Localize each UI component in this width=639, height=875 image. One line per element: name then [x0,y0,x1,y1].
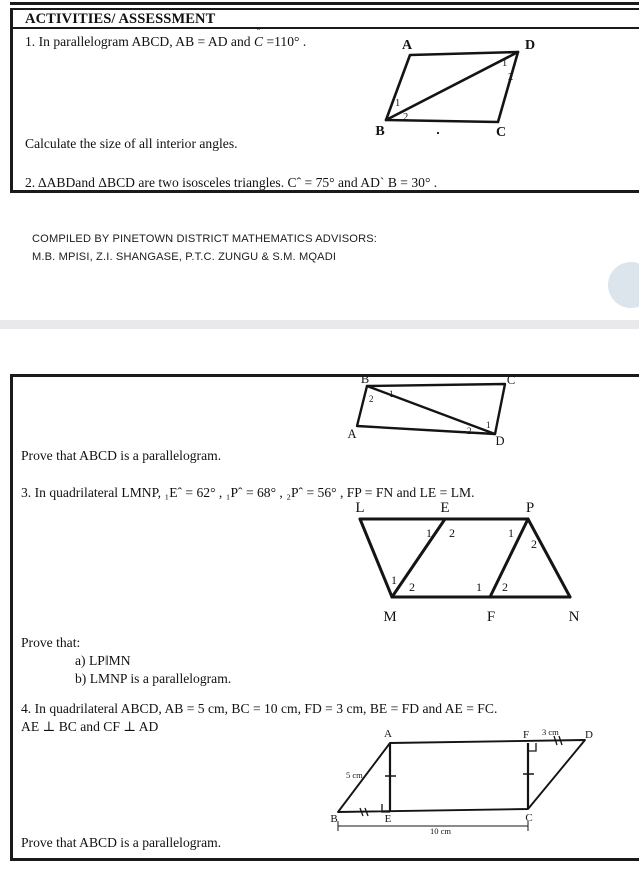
question-4-line-1: 4. In quadrilateral ABCD, AB = 5 cm, BC = 10 cm, FD = 3 cm, BE = FD and AE = FC. [21,701,498,716]
angle-label-b1: 1 [389,389,394,399]
angle-label-b2: 2 [369,394,374,404]
page-top-rule [10,2,639,5]
vertex-label-b: B [360,376,370,386]
vertex-label-l: L [355,500,365,516]
prove-statement-1: Prove that ABCD is a parallelogram. [21,448,222,463]
angle-label-b2: 2 [403,112,409,123]
credit-line-2: M.B. MPISI, Z.I. SHANGASE, P.T.C. ZUNGU & S.M. MQADI [32,250,337,263]
dimension-fd: 3 cm [542,727,559,737]
question-4-line-2: AE ⊥ BC and CF ⊥ AD [21,719,159,734]
angle-label-m2: 2 [409,580,415,594]
figure-quadrilateral-abcd-measured [330,726,620,851]
question-2-text: 2. ΔABDand ΔBCD are two isosceles triangles. Cˆ = 75° and ADˋ B = 30° . [25,175,438,190]
prove-item-b: b) LMNP is a parallelogram. [75,671,232,686]
vertex-label-a: A [384,728,392,740]
vertex-label-c: C [525,812,533,824]
angle-label-f2: 2 [502,580,508,594]
page-title: ACTIVITIES/ ASSESSMENT [25,11,216,27]
question-1-body: In parallelogram ABCD, AB = AD and [38,34,251,49]
watermark-circle-decoration [608,262,639,308]
activities-header-bar [13,10,639,29]
vertex-label-d: D [524,38,536,53]
question-1-suffix: =110° . [266,34,307,49]
prove-item-a: a) LP‖MN [75,653,131,668]
vertex-label-b: B [330,813,338,825]
stray-dot [437,132,439,134]
vertex-label-c: C [506,376,516,387]
angle-c-letter: C [253,34,264,49]
vertex-label-d: D [495,434,505,448]
vertex-label-a: A [347,427,357,441]
vertex-label-f: F [522,729,530,741]
credit-line-1: COMPILED BY PINETOWN DISTRICT MATHEMATICS ADVISORS: [32,233,378,245]
prove-statement-2: Prove that ABCD is a parallelogram. [21,835,222,850]
compiled-by-credit [32,231,377,267]
vertex-label-a: A [401,38,413,53]
vertex-label-d: D [585,729,593,741]
figure-parallelogram-abcd-svg [370,38,560,138]
dimension-bc: 10 cm [430,826,452,836]
page-separator-band [0,320,639,329]
angle-label-p1: 1 [508,526,514,540]
dimension-ab: 5 cm [346,770,363,780]
hat-accent-icon [254,28,263,37]
angle-label-e2: 2 [449,526,455,540]
vertex-label-b: B [375,124,385,138]
vertex-label-n: N [568,609,580,625]
figure-parallelogram-abcd [370,38,560,143]
vertex-label-p: P [525,500,535,516]
question-1-instruction: Calculate the size of all interior angles. [25,136,238,151]
figure-lmnp-svg [350,497,615,627]
vertex-label-e: E [440,500,450,516]
vertex-label-e: E [384,813,392,825]
angle-label-d1: 1 [502,58,508,69]
figure-quadrilateral-lmnp [350,497,615,632]
angle-label-e1: 1 [426,526,432,540]
question-1-text [25,34,306,50]
figure-parallelogram-abcd-tilted [345,376,535,453]
angle-label-b1: 1 [395,98,401,109]
angle-label-d2: 2 [508,72,514,83]
figure-abcd-measured-svg [330,726,620,846]
angle-c-symbol [254,34,263,50]
vertex-label-f: F [486,609,496,625]
question-3-text: 3. In quadrilateral LMNP, ₁Eˆ = 62° , ₁Pˆ = 68° , ₂Pˆ = 56° , FP = FN and LE = LM. [21,485,475,500]
figure-parallelogram-tilted-svg [345,376,535,448]
vertex-label-c: C [495,125,507,138]
angle-label-p2: 2 [531,537,537,551]
prove-header-3: Prove that: [21,635,81,650]
vertex-label-m: M [383,609,397,625]
angle-label-f1: 1 [476,580,482,594]
angle-label-d1: 1 [486,420,491,430]
angle-label-m1: 1 [391,573,397,587]
question-1-prefix: 1. [25,34,36,49]
angle-label-d2: 2 [467,426,472,436]
